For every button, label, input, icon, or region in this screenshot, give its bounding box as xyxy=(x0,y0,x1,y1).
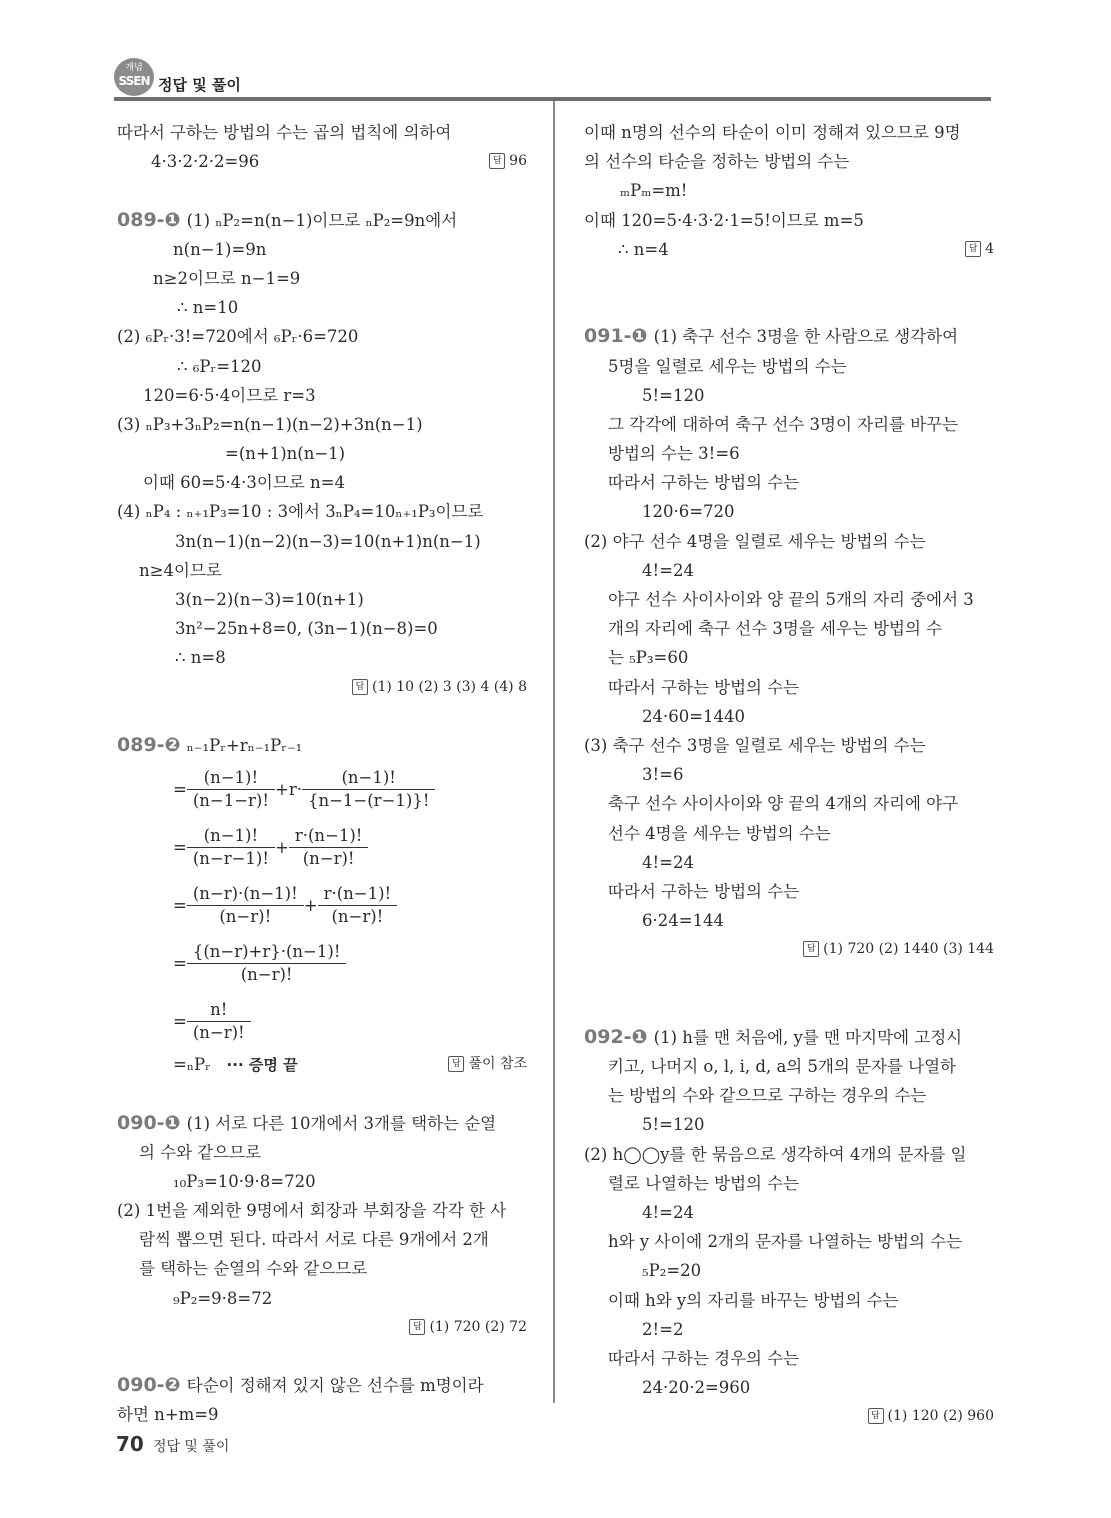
problem-089-2-line: 089-❷ ₙ₋₁Pᵣ+rₙ₋₁Pᵣ₋₁ xyxy=(117,733,303,756)
text-line: n≥2이므로 n−1=9 xyxy=(153,268,301,288)
text-line: n≥4이므로 xyxy=(139,560,222,580)
text-line: 따라서 구하는 방법의 수는 xyxy=(608,881,800,901)
text-line: 4!=24 xyxy=(642,560,694,580)
text-line: ₅P₂=20 xyxy=(642,1261,702,1281)
text-line: ∴ n=8 xyxy=(175,648,226,668)
text-line: (3) 축구 선수 3명을 일렬로 세우는 방법의 수는 xyxy=(584,735,926,755)
right-column xyxy=(584,118,994,1431)
problem-id: 090-❷ xyxy=(117,1374,181,1397)
answer-mark-icon: 답 xyxy=(803,941,819,957)
text-line: (2) ₆Pᵣ·3!=720에서 ₆Pᵣ·6=720 xyxy=(117,327,359,347)
answer-091-1: 답 (1) 720 (2) 1440 (3) 144 xyxy=(584,935,994,964)
text-line: 따라서 구하는 방법의 수는 xyxy=(608,473,800,493)
text-line: 축구 선수 사이사이와 양 끝의 4개의 자리에 야구 xyxy=(608,794,959,814)
answer-mark-icon: 답 xyxy=(965,241,981,257)
proof-step: = $\frac{(n-r)\cdot(n-1)!}{(n-r)!}$ + $\frac{r\cdot(n-1)!}{(n-r)!}$ xyxy=(173,876,527,934)
answer-mark-icon: 답 xyxy=(868,1408,884,1424)
answer-line: ∴ n=4 답 4 xyxy=(618,239,994,259)
text-line: 6·24=144 xyxy=(642,911,725,931)
text-line: h와 y 사이에 2개의 문자를 나열하는 방법의 수는 xyxy=(608,1232,963,1252)
text-line: 를 택하는 순열의 수와 같으므로 xyxy=(139,1259,368,1279)
text-line: 2!=2 xyxy=(642,1319,684,1339)
proof-block xyxy=(117,760,527,1079)
text-line: 키고, 나머지 o, l, i, d, a의 5개의 문자를 나열하 xyxy=(608,1057,956,1076)
text-line: 따라서 구하는 방법의 수는 xyxy=(608,677,800,697)
text-line: ₘPₘ=m! xyxy=(620,181,688,201)
proof-last: =ₙPᵣ ··· 증명 끝 답 풀이 참조 xyxy=(173,1055,527,1075)
proof-step: = $\frac{\{(n-r)+r\}\cdot(n-1)!}{(n-r)!}$ xyxy=(173,934,527,992)
text-line: 이때 h와 y의 자리를 바꾸는 방법의 수는 xyxy=(608,1290,899,1310)
text-line: (4) ₙP₄ : ₙ₊₁P₃=10 : 3에서 3ₙP₄=10ₙ₊₁P₃이므로 xyxy=(117,502,484,522)
text-line: 따라서 구하는 경우의 수는 xyxy=(608,1348,800,1368)
text-line: 5!=120 xyxy=(642,385,705,405)
text-line: 이때 120=5·4·3·2·1=5!이므로 m=5 xyxy=(584,210,864,230)
text-line: 의 수와 같으므로 xyxy=(139,1142,262,1162)
problem-id: 089-❶ xyxy=(117,208,181,231)
problem-090-2-line: 090-❷ 타순이 정해져 있지 않은 선수를 m명이라 xyxy=(117,1374,484,1397)
text-line: 그 각각에 대하여 축구 선수 3명이 자리를 바꾸는 xyxy=(608,414,959,434)
problem-id: 089-❷ xyxy=(117,733,181,756)
text-line: ∴ ₆Pᵣ=120 xyxy=(177,356,262,376)
answer-mark-icon: 답 xyxy=(448,1056,464,1072)
text-line: (2) h◯◯y를 한 묶음으로 생각하여 4개의 문자를 일 xyxy=(584,1144,967,1164)
problem-092-1-line: 092-❶ (1) h를 맨 처음에, y를 맨 마지막에 고정시 xyxy=(584,1025,963,1048)
problem-id: 091-❶ xyxy=(584,325,648,348)
text-line: 24·20·2=960 xyxy=(642,1378,751,1398)
page-number: 70 xyxy=(116,1432,144,1456)
text-line: 는 ₅P₃=60 xyxy=(608,648,689,668)
problem-089-1-line: 089-❶ (1) ₙP₂=n(n−1)이므로 ₙP₂=9n에서 xyxy=(117,208,458,231)
text-line: (3) ₙP₃+3ₙP₂=n(n−1)(n−2)+3n(n−1) xyxy=(117,414,423,434)
text-line: 3!=6 xyxy=(642,765,684,785)
text-line: 4!=24 xyxy=(642,852,694,872)
text-line: 5명을 일렬로 세우는 방법의 수는 xyxy=(608,356,847,376)
answer-089-1: 답 (1) 10 (2) 3 (3) 4 (4) 8 xyxy=(117,673,527,702)
text-line: 3n(n−1)(n−2)(n−3)=10(n+1)n(n−1) xyxy=(175,531,481,551)
text-line: 이때 60=5·4·3이므로 n=4 xyxy=(143,473,345,493)
problem-090-1-line: 090-❶ (1) 서로 다른 10개에서 3개를 택하는 순열 xyxy=(117,1111,497,1134)
text-line: =(n+1)n(n−1) xyxy=(225,444,346,464)
column-divider xyxy=(553,101,555,1403)
text-line: 의 선수의 타순을 정하는 방법의 수는 xyxy=(584,152,850,172)
text-line: 5!=120 xyxy=(642,1115,705,1135)
text-line: 3n²−25n+8=0, (3n−1)(n−8)=0 xyxy=(175,619,438,639)
text-line: 람씩 뽑으면 된다. 따라서 서로 다른 9개에서 2개 xyxy=(139,1230,489,1250)
text-line: 선수 4명을 세우는 방법의 수는 xyxy=(608,823,831,843)
proof-step: = $\frac{n!}{(n-r)!}$ xyxy=(173,992,527,1050)
text-line: n(n−1)=9n xyxy=(173,239,267,259)
answer-090-1: 답 (1) 720 (2) 72 xyxy=(117,1313,527,1342)
text-line: ₉P₂=9·8=72 xyxy=(173,1288,273,1308)
text-line: 하면 n+m=9 xyxy=(117,1405,219,1425)
text-line: 방법의 수는 3!=6 xyxy=(608,444,740,464)
text-line: ₁₀P₃=10·9·8=720 xyxy=(173,1171,316,1191)
answer-mark-icon: 답 xyxy=(352,679,368,695)
text-line: 따라서 구하는 방법의 수는 곱의 법칙에 의하여 xyxy=(117,123,452,142)
text-line: 24·60=1440 xyxy=(642,706,746,726)
text-line: 4!=24 xyxy=(642,1202,694,1222)
page-footer xyxy=(116,1432,229,1456)
text-line: 3(n−2)(n−3)=10(n+1) xyxy=(175,590,364,609)
header-title: 정답 및 풀이 xyxy=(158,76,241,94)
text-line: (2) 야구 선수 4명을 일렬로 세우는 방법의 수는 xyxy=(584,531,926,551)
text-line: 렬로 나열하는 방법의 수는 xyxy=(608,1173,800,1193)
text-line: 는 방법의 수와 같으므로 구하는 경우의 수는 xyxy=(608,1086,927,1106)
problem-091-1-line: 091-❶ (1) 축구 선수 3명을 한 사람으로 생각하여 xyxy=(584,325,959,348)
text-line: ∴ n=10 xyxy=(177,298,239,318)
answer-line: 4·3·2·2·2=96 답 96 xyxy=(151,152,527,172)
problem-id: 090-❶ xyxy=(117,1111,181,1134)
brand-logo: 개념 SSEN xyxy=(114,58,154,96)
proof-step: = $\frac{(n-1)!}{(n-1-r)!}$ +r· $\frac{(n-1)!}{\{n-1-(r-1)\}!}$ xyxy=(173,760,527,818)
text-line: 이때 n명의 선수의 타순이 이미 정해져 있으므로 9명 xyxy=(584,123,961,142)
proof-step: = $\frac{(n-1)!}{(n-r-1)!}$ + $\frac{r\cdot(n-1)!}{(n-r)!}$ xyxy=(173,818,527,876)
text-line: 야구 선수 사이사이와 양 끝의 5개의 자리 중에서 3 xyxy=(608,590,974,609)
text-line: 120·6=720 xyxy=(642,502,735,522)
answer-mark-icon: 답 xyxy=(409,1319,425,1335)
answer-mark-icon: 답 xyxy=(489,153,505,169)
footer-label: 정답 및 풀이 xyxy=(152,1439,230,1455)
text-line: (2) 1번을 제외한 9명에서 회장과 부회장을 각각 한 사 xyxy=(117,1201,507,1221)
text-line: 120=6·5·4이므로 r=3 xyxy=(143,385,316,405)
answer-092-1: 답 (1) 120 (2) 960 xyxy=(584,1402,994,1431)
left-column xyxy=(117,118,527,1430)
text-line: 개의 자리에 축구 선수 3명을 세우는 방법의 수 xyxy=(608,619,943,639)
problem-id: 092-❶ xyxy=(584,1025,648,1048)
